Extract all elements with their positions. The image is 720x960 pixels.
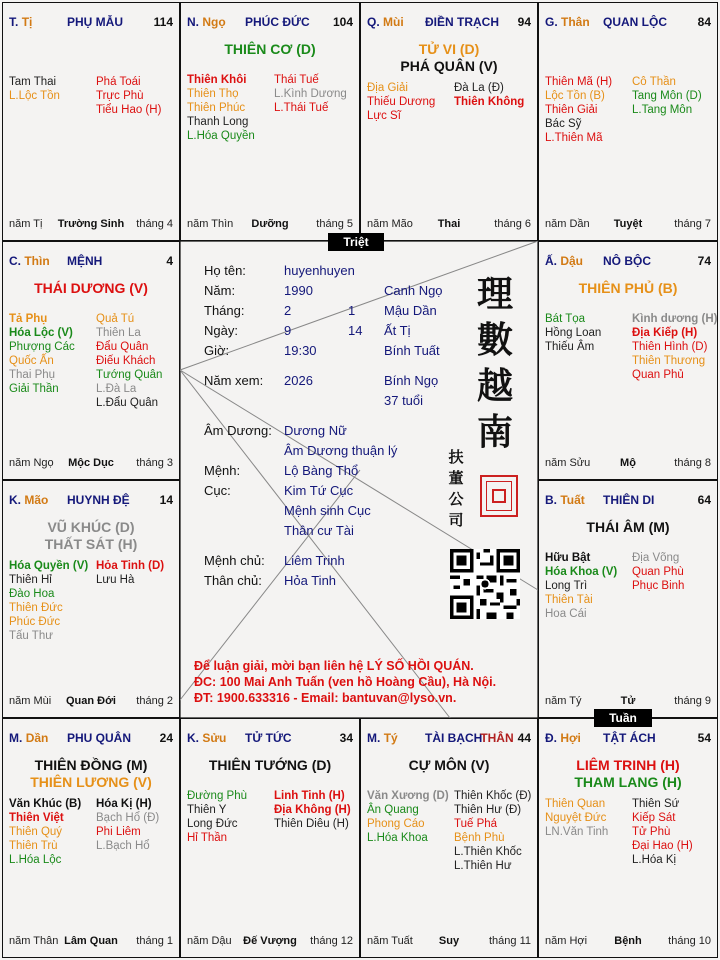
- minor-star: Đào Hoa: [9, 588, 55, 600]
- minor-star: Thiếu Âm: [545, 341, 595, 353]
- palace-branch: Ngọ: [202, 15, 226, 29]
- ngay-duong: 14: [348, 323, 363, 338]
- contact-phone-email: ĐT: 1900.633316 - Email: bantuvan@lyso.vn.: [194, 691, 457, 705]
- palace-year: năm Ngọ: [9, 457, 54, 469]
- palace-stage: Lâm Quan: [64, 935, 118, 947]
- palace-tuat: [538, 480, 718, 718]
- palace-number: 34: [339, 731, 353, 745]
- minor-star: Thiên Y: [187, 804, 227, 816]
- palace-month: tháng 10: [668, 935, 711, 947]
- minor-star: Tam Thai: [9, 76, 57, 88]
- minor-star: Hữu Bật: [545, 552, 591, 564]
- gio-label: Giờ:: [204, 343, 230, 358]
- calli-char: 南: [476, 411, 513, 453]
- minor-star: Thiên Phúc: [187, 102, 246, 114]
- nam-label: Năm:: [204, 283, 236, 298]
- minor-star: Đà La (Đ): [454, 82, 504, 94]
- major-star: THÁI DƯƠNG (V): [34, 280, 148, 296]
- minor-star: Bệnh Phù: [454, 832, 505, 844]
- palace-year: năm Sửu: [545, 457, 591, 469]
- minor-star: Giải Thần: [9, 383, 59, 395]
- minor-star: Thai Phụ: [9, 369, 56, 381]
- palace-dan: [2, 718, 180, 958]
- minor-star: Bác Sỹ: [545, 118, 582, 130]
- palace-stem: M.: [367, 731, 381, 745]
- palace-footer: [9, 457, 173, 471]
- minor-star: Thiên Giải: [545, 104, 598, 116]
- minor-star: Văn Xương (D): [367, 790, 449, 802]
- palace-header: [545, 15, 711, 31]
- minor-star: Phục Binh: [632, 580, 685, 592]
- than-chu-value: Hỏa Tinh: [284, 573, 337, 588]
- contact-address: ĐC: 100 Mai Anh Tuấn (ven hồ Hoàng Cầu), Hà Nội.: [194, 675, 497, 689]
- palace-year: năm Tị: [9, 218, 43, 230]
- palace-stem: K.: [187, 731, 199, 745]
- palace-header: [187, 731, 353, 747]
- minor-star: Quốc Ấn: [9, 355, 54, 367]
- minor-star: Hồng Loan: [545, 327, 602, 339]
- palace-number: 104: [332, 15, 353, 29]
- major-star: THÁI ÂM (M): [586, 519, 670, 535]
- palace-year: năm Tuất: [367, 935, 413, 947]
- palace-number: 74: [697, 254, 711, 268]
- palace-hoi: [538, 718, 718, 958]
- palace-header: [9, 15, 173, 31]
- palace-branch: Mão: [24, 493, 49, 507]
- palace-header: [545, 254, 711, 270]
- minor-star: Thiên Tài: [545, 594, 593, 606]
- palace-month: tháng 6: [494, 218, 531, 230]
- contact-line-1: Để luận giải, mời bạn liên hệ LÝ SỐ HỒI QUÁN.: [194, 659, 474, 673]
- minor-star: L.Tang Môn: [632, 104, 693, 116]
- calli-char: 理: [476, 273, 513, 315]
- palace-stem: Q.: [367, 15, 380, 29]
- ngay-label: Ngày:: [204, 323, 238, 338]
- palace-year: năm Tý: [545, 695, 582, 707]
- ngay-can-chi: Ất Tị: [384, 323, 411, 338]
- palace-year: năm Thìn: [187, 218, 234, 230]
- palace-number: 84: [697, 15, 711, 29]
- menh-chu-value: Liêm Trinh: [284, 553, 345, 568]
- cuc-note-1: Mệnh sinh Cục: [284, 503, 371, 518]
- minor-star: Thiên Không: [454, 96, 525, 108]
- palace-stem: C.: [9, 254, 21, 268]
- palace-footer: [187, 935, 353, 949]
- qr-code-icon: [450, 549, 520, 619]
- than-chu-label: Thân chủ:: [204, 573, 262, 588]
- minor-star: Lực Sĩ: [367, 110, 401, 122]
- palace-year: năm Mão: [367, 218, 413, 230]
- palace-mui: [360, 2, 538, 241]
- palace-than: [538, 2, 718, 241]
- palace-branch: Sửu: [202, 731, 227, 745]
- minor-star: L.Đà La: [96, 383, 137, 395]
- palace-branch: Hợi: [560, 731, 581, 745]
- minor-star: Đường Phù: [187, 790, 247, 802]
- am-duong-value: Dương Nữ: [284, 423, 347, 438]
- minor-star: L.Đẩu Quân: [96, 397, 159, 409]
- palace-stage: Mộ: [620, 457, 636, 469]
- calli-char: 扶: [448, 448, 464, 466]
- minor-star: Điếu Khách: [96, 355, 156, 367]
- palace-name: TÀI BẠCH: [425, 731, 483, 745]
- am-duong-label: Âm Dương:: [204, 423, 272, 438]
- palace-name: NÔ BỘC: [603, 254, 651, 268]
- gio-value: 19:30: [284, 343, 317, 358]
- minor-star: Quan Phủ: [632, 369, 684, 381]
- minor-star: Ân Quang: [367, 804, 419, 816]
- nam-can-chi: Canh Ngọ: [384, 283, 443, 298]
- palace-number: 44: [517, 731, 531, 745]
- minor-star: Thiên Thương: [632, 355, 706, 367]
- palace-month: tháng 12: [310, 935, 353, 947]
- palace-number: 64: [697, 493, 711, 507]
- palace-branch: Thìn: [24, 254, 50, 268]
- palace-branch: Thân: [561, 15, 590, 29]
- minor-star: Địa Võng: [632, 552, 680, 564]
- minor-star: L.Hóa Kị: [632, 854, 677, 866]
- minor-star: Nguyệt Đức: [545, 812, 607, 824]
- palace-number: 24: [159, 731, 173, 745]
- minor-star: L.Thiên Hư: [454, 860, 512, 872]
- major-star: TỬ VI (D): [418, 41, 480, 57]
- minor-star: Quả Tú: [96, 313, 135, 325]
- palace-suu: [180, 718, 360, 958]
- minor-star: Tướng Quân: [96, 369, 163, 381]
- minor-star: Tuế Phá: [454, 818, 498, 830]
- calli-char: 司: [448, 511, 464, 529]
- minor-star: Hóa Quyền (V): [9, 560, 89, 572]
- palace-number: 54: [697, 731, 711, 745]
- minor-star: Thiên Thọ: [187, 88, 239, 100]
- minor-star: Linh Tinh (H): [274, 790, 345, 802]
- minor-star: Thiên Mã (H): [545, 76, 613, 88]
- palace-header: [9, 493, 173, 509]
- minor-star: Hỉ Thần: [187, 832, 228, 844]
- palace-name: QUAN LỘC: [603, 15, 667, 29]
- thang-label: Tháng:: [204, 303, 245, 318]
- palace-month: tháng 8: [674, 457, 711, 469]
- minor-star: Tiểu Hao (H): [96, 104, 162, 116]
- palace-footer: [545, 935, 711, 949]
- palace-header: [9, 731, 173, 747]
- major-star: THIÊN ĐỒNG (M): [34, 757, 148, 773]
- palace-ngo: [180, 2, 360, 241]
- minor-star: Trực Phù: [96, 90, 144, 102]
- minor-star: Thiên Đức: [9, 602, 63, 614]
- palace-stem: Đ.: [545, 731, 557, 745]
- palace-name: ĐIỀN TRẠCH: [425, 15, 499, 29]
- thang-duong: 1: [348, 303, 356, 318]
- palace-branch: Tị: [21, 15, 33, 29]
- minor-star: Hóa Khoa (V): [545, 566, 618, 578]
- major-star: PHÁ QUÂN (V): [400, 58, 498, 74]
- than-badge: THÂN: [480, 731, 514, 745]
- major-star: THẤT SÁT (H): [44, 536, 138, 552]
- palace-month: tháng 7: [674, 218, 711, 230]
- minor-star: Lưu Hà: [96, 574, 135, 586]
- minor-star: Văn Khúc (B): [9, 798, 82, 810]
- palace-stem: N.: [187, 15, 199, 29]
- minor-star: Phi Liêm: [96, 826, 141, 838]
- tuan-marker: Tuần: [594, 709, 652, 727]
- nam-value: 1990: [284, 283, 313, 298]
- palace-number: 4: [166, 254, 173, 268]
- triet-marker: Triệt: [328, 233, 384, 251]
- palace-stage: Tuyệt: [613, 218, 643, 230]
- minor-star: L.Lộc Tồn: [9, 90, 60, 102]
- major-star: THIÊN LƯƠNG (V): [30, 774, 152, 790]
- minor-star: Tử Phù: [632, 826, 671, 838]
- palace-stem: Ấ.: [545, 254, 557, 268]
- palace-stage: Tử: [620, 695, 636, 707]
- minor-star: L.Thiên Mã: [545, 132, 603, 144]
- minor-star: Quan Phù: [632, 566, 684, 578]
- palace-number: 14: [159, 493, 173, 507]
- minor-star: Thiên Hình (D): [632, 341, 708, 353]
- major-star: LIÊM TRINH (H): [576, 757, 680, 773]
- palace-name: THIÊN DI: [603, 493, 655, 507]
- minor-star: Địa Kiếp (H): [632, 327, 698, 339]
- palace-footer: [9, 218, 173, 232]
- major-star: THIÊN CƠ (D): [224, 41, 316, 57]
- thang-can-chi: Mậu Dần: [384, 303, 437, 318]
- calligraphy-main: [470, 271, 520, 455]
- minor-star: Bát Tọa: [545, 313, 586, 325]
- palace-month: tháng 4: [136, 218, 173, 230]
- palace-month: tháng 2: [136, 695, 173, 707]
- palace-branch: Tý: [383, 731, 398, 745]
- calli-char: 數: [476, 319, 513, 361]
- minor-star: Tang Môn (D): [632, 90, 702, 102]
- minor-star: Hoa Cái: [545, 608, 587, 620]
- ngay-am: 9: [284, 323, 292, 338]
- minor-star: Thiếu Dương: [367, 96, 436, 108]
- palace-name: MỆNH: [67, 254, 103, 268]
- palace-number: 114: [153, 15, 173, 29]
- palace-footer: [367, 218, 531, 232]
- palace-month: tháng 11: [488, 935, 531, 947]
- palace-number: 94: [517, 15, 531, 29]
- calligraphy-side: [446, 447, 466, 531]
- minor-star: Phượng Các: [9, 341, 75, 353]
- palace-footer: [187, 218, 353, 232]
- palace-branch: Dậu: [560, 254, 584, 268]
- nam-xem-value: 2026: [284, 373, 313, 388]
- palace-stem: T.: [9, 15, 19, 29]
- palace-stem: B.: [545, 493, 557, 507]
- minor-star: Thiên Hỉ: [9, 574, 52, 586]
- minor-star: L.Hóa Lộc: [9, 854, 62, 866]
- major-star: CỰ MÔN (V): [408, 757, 490, 773]
- menh-chu-label: Mệnh chủ:: [204, 553, 265, 568]
- palace-year: năm Hợi: [545, 935, 588, 947]
- minor-star: Thiên Trù: [9, 840, 58, 852]
- minor-star: Long Đức: [187, 818, 238, 830]
- minor-star: L.Hóa Quyền: [187, 130, 255, 142]
- calli-char: 越: [476, 365, 513, 407]
- palace-header: [367, 731, 531, 747]
- minor-star: Bạch Hổ (Đ): [96, 812, 160, 824]
- palace-ti: [2, 2, 180, 241]
- nam-xem-label: Năm xem:: [204, 373, 264, 388]
- palace-header: [545, 493, 711, 509]
- palace-stage: Quan Đới: [66, 695, 116, 707]
- minor-star: Lộc Tồn (B): [545, 90, 605, 102]
- minor-star: Phá Toái: [96, 76, 141, 88]
- palace-dau: [538, 241, 718, 480]
- minor-star: Thiên Quý: [9, 826, 63, 838]
- minor-star: Thiên Diêu (H): [274, 818, 349, 830]
- minor-star: L.Thiên Khốc: [454, 846, 522, 858]
- calli-char: 董: [448, 469, 464, 487]
- info-panel: [180, 241, 538, 718]
- palace-stage: Trường Sinh: [57, 218, 125, 230]
- palace-name: HUYNH ĐỆ: [67, 493, 130, 507]
- minor-star: Tả Phụ: [9, 313, 48, 325]
- am-duong-note: Âm Dương thuận lý: [284, 443, 398, 458]
- cuc-label: Cục:: [204, 483, 231, 498]
- major-star: THAM LANG (H): [574, 774, 682, 790]
- menh-value: Lộ Bàng Thổ: [284, 463, 359, 478]
- palace-name: PHỤ MẪU: [67, 15, 123, 29]
- tuoi-value: 37 tuổi: [384, 393, 424, 408]
- minor-star: LN.Văn Tinh: [545, 826, 609, 838]
- palace-ty: [360, 718, 538, 958]
- palace-branch: Mùi: [383, 15, 404, 29]
- minor-star: L.Kình Dương: [274, 88, 347, 100]
- minor-star: Hóa Lộc (V): [9, 327, 73, 339]
- palace-name: TỬ TỨC: [245, 731, 292, 745]
- palace-year: năm Thân: [9, 935, 59, 947]
- ho-ten-value: huyenhuyen: [284, 263, 355, 278]
- palace-footer: [367, 935, 531, 949]
- minor-star: Phong Cáo: [367, 818, 425, 830]
- minor-star: Thiên Sứ: [632, 798, 680, 810]
- minor-star: Thiên Khốc (Đ): [454, 790, 532, 802]
- palace-header: [187, 15, 353, 31]
- palace-stage: Đế Vượng: [243, 935, 297, 947]
- minor-star: Thiên Khôi: [187, 74, 247, 86]
- palace-year: năm Dần: [545, 218, 590, 230]
- palace-stage: Mộc Dục: [68, 457, 114, 469]
- minor-star: Thái Tuế: [274, 74, 319, 86]
- palace-month: tháng 3: [136, 457, 173, 469]
- minor-star: Thiên Việt: [9, 812, 64, 824]
- menh-label: Mệnh:: [204, 463, 241, 478]
- minor-star: L.Hóa Khoa: [367, 832, 428, 844]
- minor-star: Tấu Thư: [9, 630, 53, 642]
- gio-can-chi: Bính Tuất: [384, 343, 440, 358]
- palace-name: PHU QUÂN: [67, 731, 132, 745]
- palace-mao: [2, 480, 180, 718]
- palace-branch: Tuất: [560, 493, 585, 507]
- thang-am: 2: [284, 303, 292, 318]
- minor-star: Thanh Long: [187, 116, 249, 128]
- minor-star: Địa Không (H): [274, 804, 351, 816]
- palace-stage: Thai: [437, 218, 461, 230]
- palace-footer: [545, 457, 711, 471]
- calli-char: 公: [448, 490, 464, 508]
- minor-star: Kiếp Sát: [632, 812, 676, 824]
- red-seal-stamp: [480, 475, 518, 517]
- minor-star: L.Bạch Hổ: [96, 840, 150, 852]
- minor-star: Đẩu Quân: [96, 341, 149, 353]
- palace-header: [545, 731, 711, 747]
- palace-month: tháng 5: [316, 218, 353, 230]
- palace-month: tháng 1: [136, 935, 173, 947]
- palace-stem: M.: [9, 731, 23, 745]
- palace-stage: Dưỡng: [251, 218, 289, 230]
- cuc-value: Kim Tứ Cục: [284, 483, 354, 498]
- minor-star: Kình dương (H): [632, 313, 718, 325]
- palace-year: năm Mùi: [9, 695, 52, 707]
- cuc-note-2: Thân cư Tài: [284, 523, 354, 538]
- palace-month: tháng 9: [674, 695, 711, 707]
- palace-name: PHÚC ĐỨC: [245, 15, 310, 29]
- minor-star: Cô Thần: [632, 76, 676, 88]
- minor-star: Địa Giải: [367, 82, 408, 94]
- palace-footer: [9, 695, 173, 709]
- minor-star: Phúc Đức: [9, 616, 61, 628]
- palace-name: TẬT ÁCH: [603, 731, 656, 745]
- minor-star: L.Thái Tuế: [274, 102, 329, 114]
- major-star: THIÊN PHỦ (B): [578, 280, 678, 296]
- palace-footer: [545, 695, 711, 709]
- ho-ten-label: Họ tên:: [204, 263, 246, 278]
- minor-star: Thiên Hư (Đ): [454, 804, 522, 816]
- palace-header: [9, 254, 173, 270]
- palace-footer: [9, 935, 173, 949]
- minor-star: Hỏa Tinh (D): [96, 560, 165, 572]
- minor-star: Long Trì: [545, 580, 588, 592]
- palace-branch: Dần: [25, 731, 49, 745]
- nam-xem-can-chi: Bính Ngọ: [384, 373, 439, 388]
- palace-footer: [545, 218, 711, 232]
- minor-star: Hóa Kị (H): [96, 798, 152, 810]
- minor-star: Đại Hao (H): [632, 840, 693, 852]
- palace-stem: K.: [9, 493, 21, 507]
- palace-stem: G.: [545, 15, 558, 29]
- palace-stage: Bệnh: [614, 935, 642, 947]
- palace-thin: [2, 241, 180, 480]
- major-star: VŨ KHÚC (D): [47, 519, 135, 535]
- palace-year: năm Dậu: [187, 935, 232, 947]
- major-star: THIÊN TƯỚNG (D): [208, 757, 332, 773]
- minor-star: Thiên Quan: [545, 798, 606, 810]
- minor-star: Thiên La: [96, 327, 141, 339]
- palace-header: [367, 15, 531, 31]
- palace-stage: Suy: [438, 935, 460, 947]
